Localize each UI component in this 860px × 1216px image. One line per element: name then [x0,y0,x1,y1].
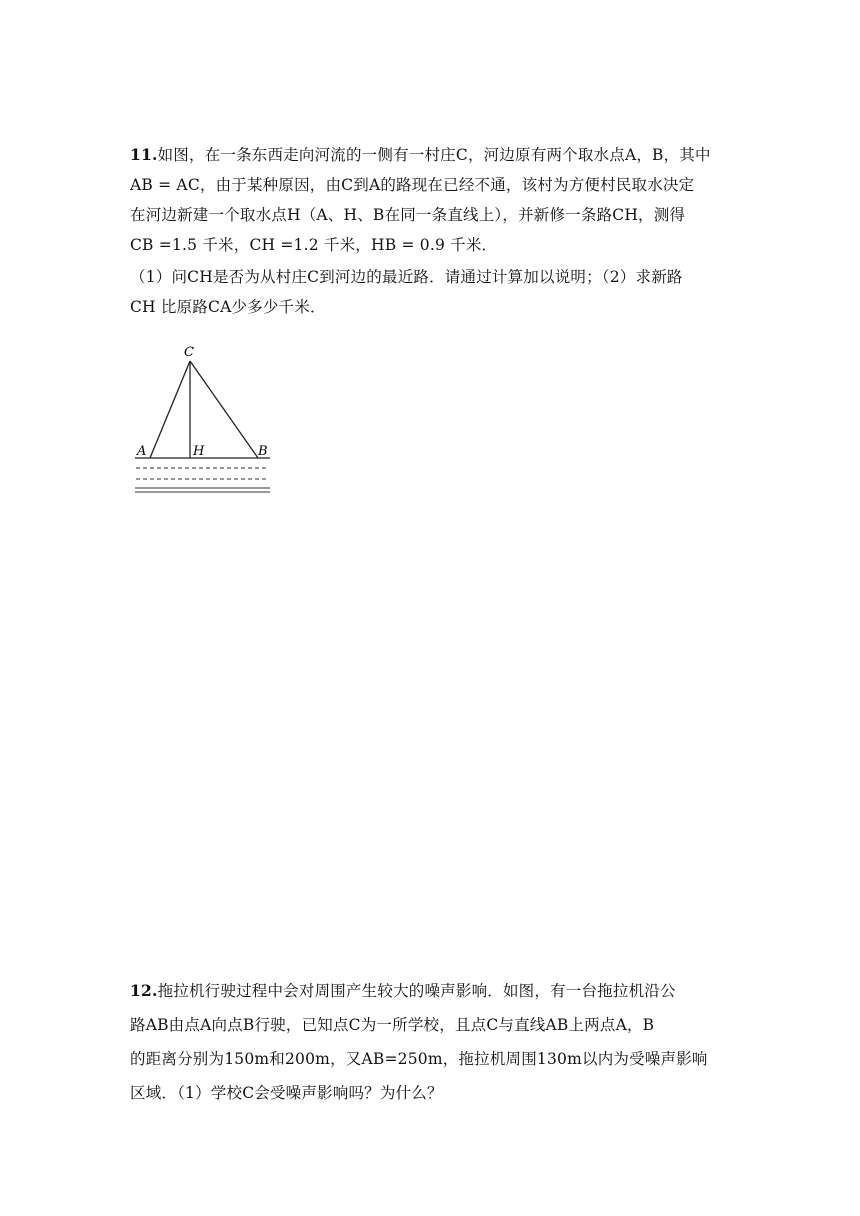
problem-11 [130,140,730,322]
problem-11-line-6: CH 比原路CA少多少千米． [130,298,326,316]
problem-11-line-1 [130,140,730,170]
problem-12-line-1 [130,974,730,1008]
problem-12-text-1: 拖拉机行驶过程中会对周围产生较大的噪声影响．如图，有一台拖拉机沿公 [157,982,676,1000]
problem-11-line-2: AB = AC，由于某种原因，由C到A的路现在已经不通，该村为方便村民取水决定 [130,176,695,194]
segment-ca [150,361,190,458]
problem-11-text-1: 如图，在一条东西走向河流的一侧有一村庄C，河边原有两个取水点A，B，其中 [157,146,711,164]
label-b: B [258,444,268,459]
problem-11-line-5: （1）问CH是否为从村庄C到河边的最近路．请通过计算加以说明；（2）求新路 [130,268,683,286]
problem-12-line-2: 路AB由点A向点B行驶，已知点C为一所学校，且点C与直线AB上两点A，B [130,1016,655,1034]
problem-12 [130,974,730,1110]
problem-12-line-3: 的距离分别为150m和200m，又AB=250m，拖拉机周围130m以内为受噪声影响 [130,1050,708,1068]
problem-11-line-4: CB =1.5 千米，CH =1.2 千米，HB = 0.9 千米． [130,236,498,254]
label-h: H [193,444,205,459]
label-c: C [184,345,194,360]
problem-11-number: 11. [130,145,158,164]
triangle-diagram [130,343,275,495]
label-a: A [137,444,147,459]
problem-12-line-4: 区域．（1）学校C会受噪声影响吗？为什么？ [130,1084,443,1102]
triangle-figure [130,343,275,495]
problem-11-line-3: 在河边新建一个取水点H（A、H、B在同一条直线上），并新修一条路CH，测得 [130,206,686,224]
problem-12-number: 12. [130,981,158,1000]
